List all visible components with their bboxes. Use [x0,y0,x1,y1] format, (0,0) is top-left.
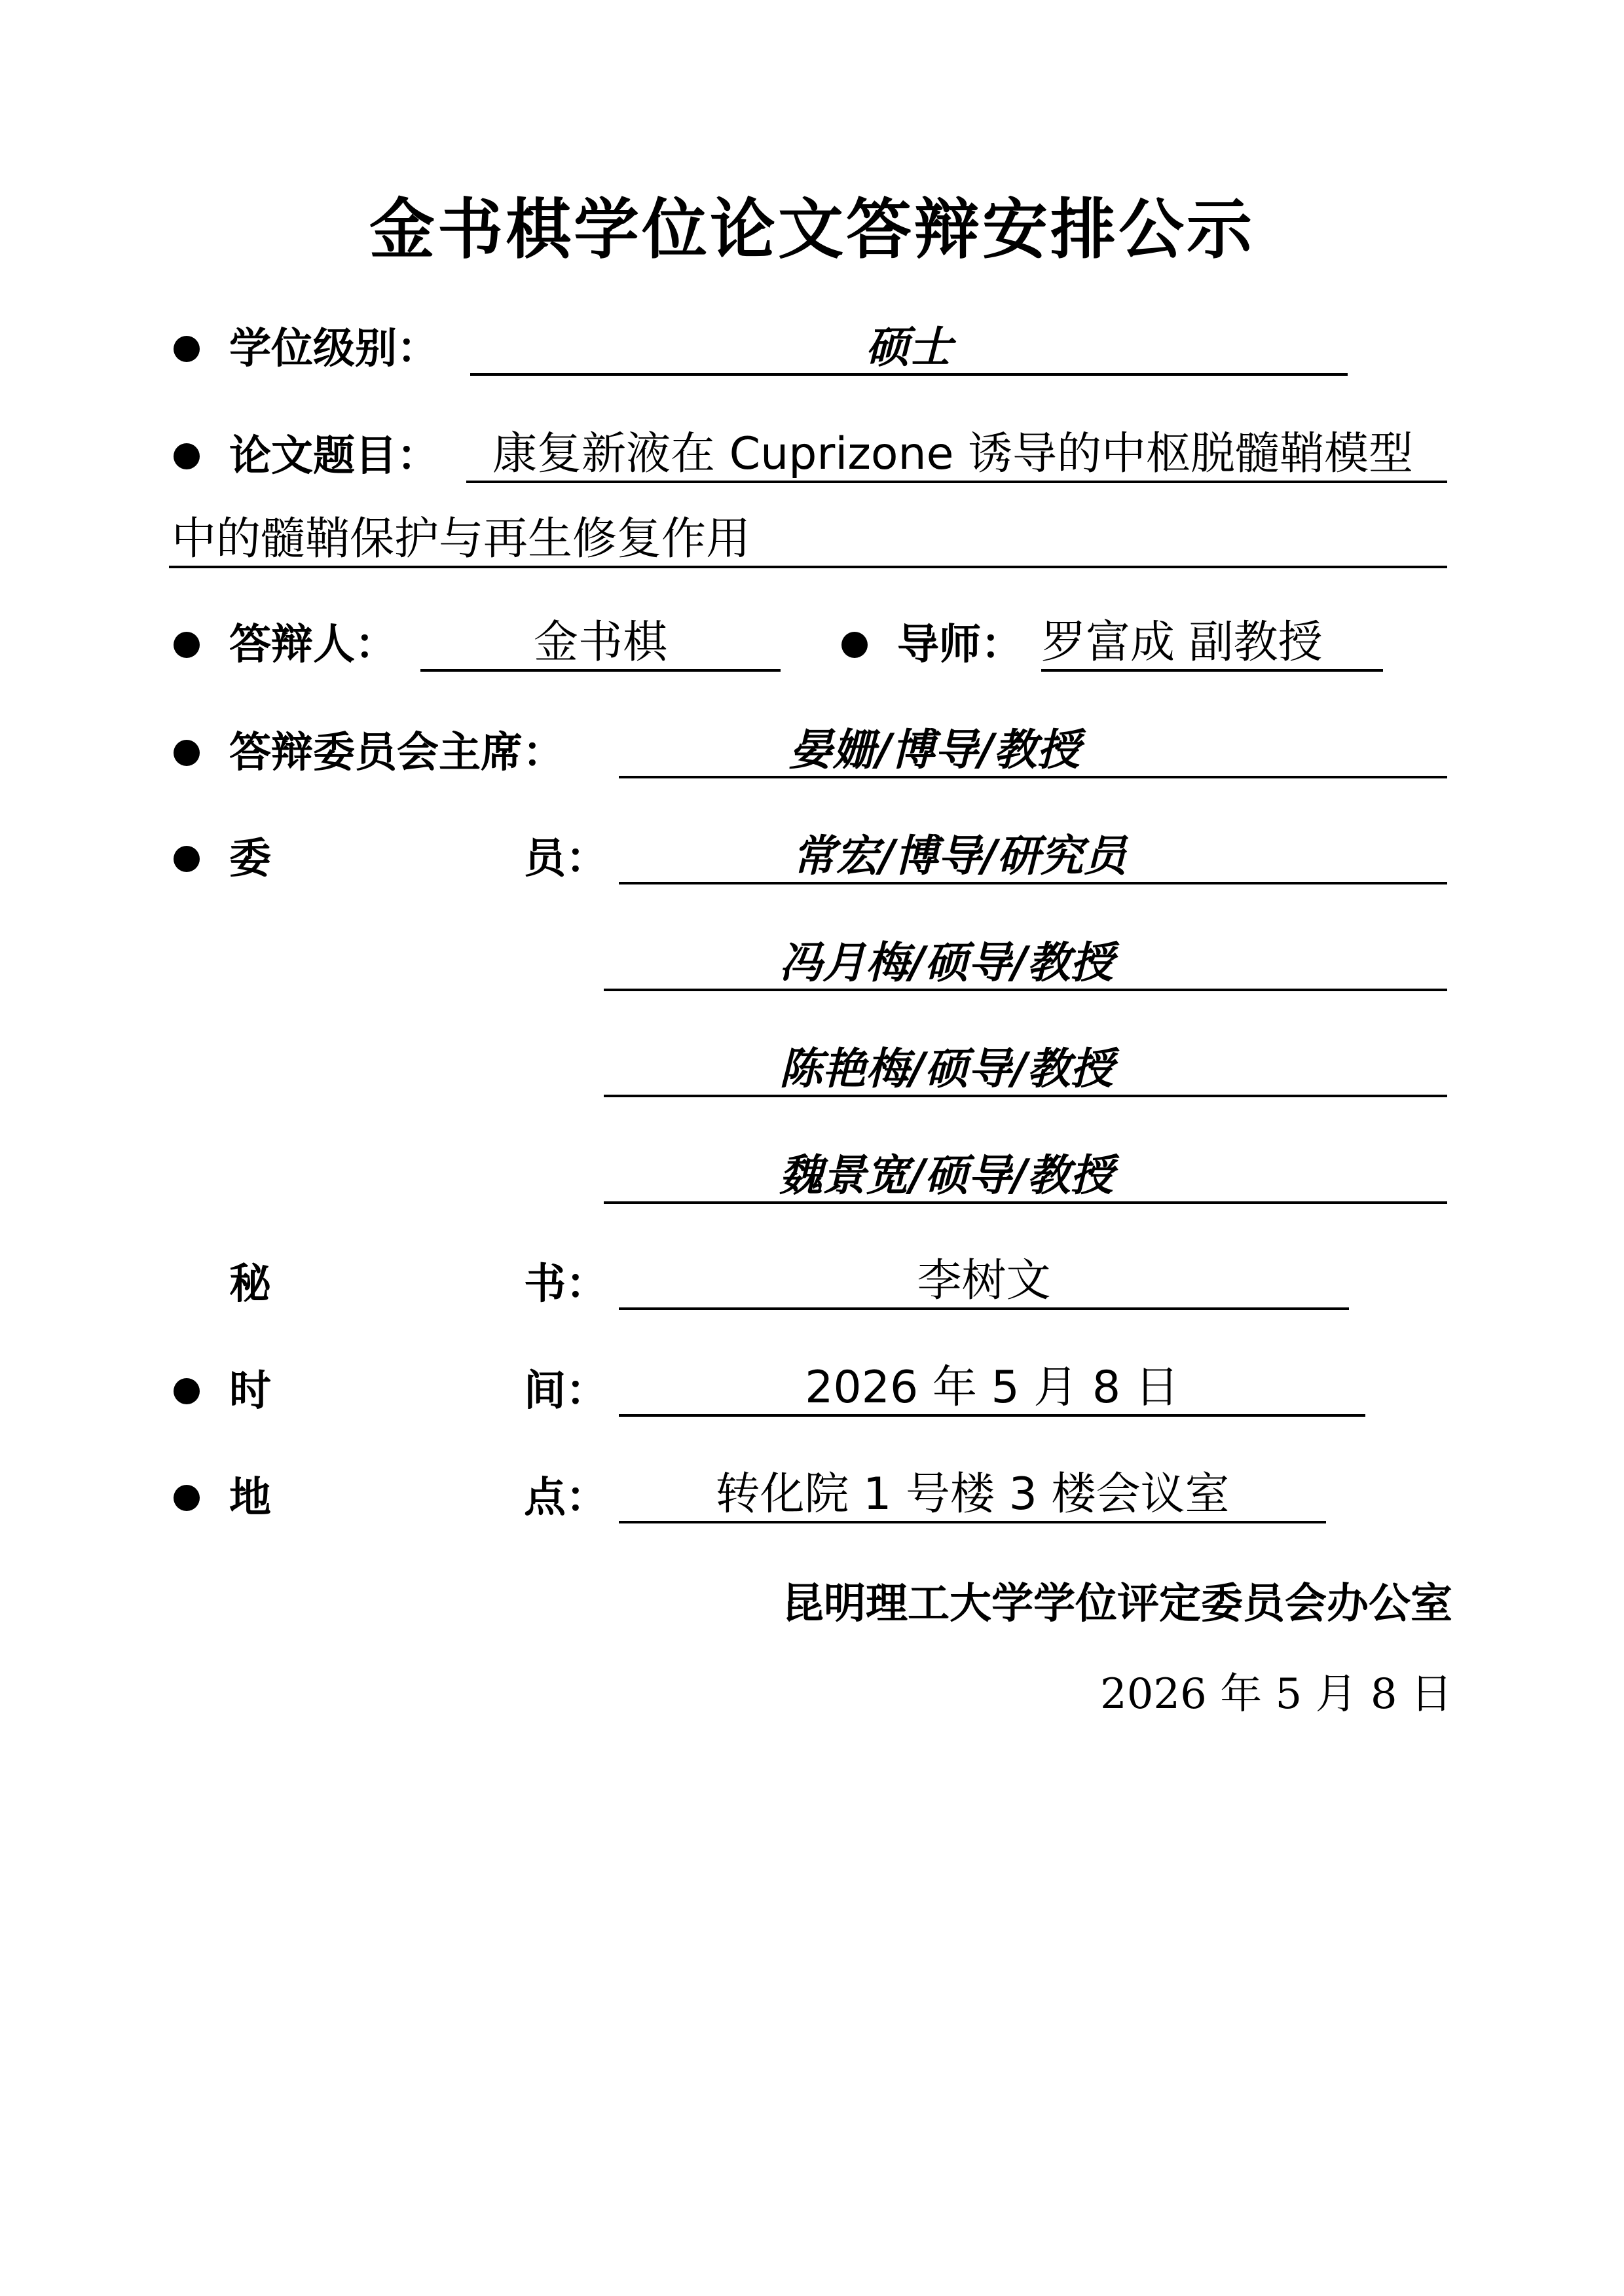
member-4-underline [604,1201,1447,1204]
time-label-left: 时 [229,1366,271,1415]
secretary-underline [619,1307,1349,1310]
thesis-label: 论文题目： [229,431,439,481]
secretary-value: 李树文 [917,1255,1051,1307]
members-label-right: 员： [524,834,608,883]
place-underline [619,1521,1326,1523]
member-2: 冯月梅/硕导/教授 [779,937,1114,988]
degree-value: 硕士 [866,321,952,373]
member-1: 常宏/博导/研究员 [792,830,1127,881]
place-value: 转化院 1 号楼 3 楼会议室 [715,1468,1230,1520]
member-2-underline [604,989,1447,991]
member-3: 陈艳梅/硕导/教授 [779,1043,1114,1094]
page-title: 金书棋学位论文答辩安排公示 [369,191,1255,268]
bullet-icon [174,846,200,872]
degree-label: 学位级别： [229,324,439,373]
bullet-icon [174,632,200,658]
bullet-icon [174,740,200,766]
advisor-label: 导师： [897,620,1023,669]
defender-value: 金书棋 [533,617,667,668]
member-1-underline [619,882,1447,884]
thesis-title-line1: 康复新液在 Cuprizone 诱导的中枢脱髓鞘模型 [492,428,1414,480]
member-3-underline [604,1095,1447,1097]
degree-underline [470,373,1348,376]
place-label-right: 点： [524,1473,608,1522]
time-label-right: 间： [524,1366,608,1415]
chair-value: 晏姗/博导/教授 [789,724,1080,775]
time-underline [619,1414,1365,1417]
secretary-label-left: 秘 [229,1260,271,1309]
thesis-underline-2 [169,566,1447,568]
defender-underline [420,669,781,672]
advisor-value: 罗富成 副教授 [1041,617,1323,668]
bullet-icon [174,1378,200,1404]
place-label-left: 地 [229,1473,271,1522]
bullet-icon [174,1485,200,1511]
bullet-icon [841,632,868,658]
time-value: 2026 年 5 月 8 日 [805,1362,1179,1413]
bullet-icon [174,336,200,362]
bullet-icon [174,443,200,469]
defender-label: 答辩人： [229,620,397,669]
members-label-left: 委 [229,834,271,883]
chair-underline [619,776,1447,778]
advisor-underline [1041,669,1383,672]
issuer: 昆明理工大学学位评定委员会办公室 [782,1579,1452,1628]
thesis-title-line2: 中的髓鞘保护与再生修复作用 [172,513,751,565]
thesis-underline-1 [466,481,1447,483]
issue-date: 2026 年 5 月 8 日 [1099,1670,1452,1719]
member-4: 魏景宽/硕导/教授 [779,1150,1114,1201]
secretary-label-right: 书： [524,1260,608,1309]
chair-label: 答辩委员会主席： [229,728,564,777]
